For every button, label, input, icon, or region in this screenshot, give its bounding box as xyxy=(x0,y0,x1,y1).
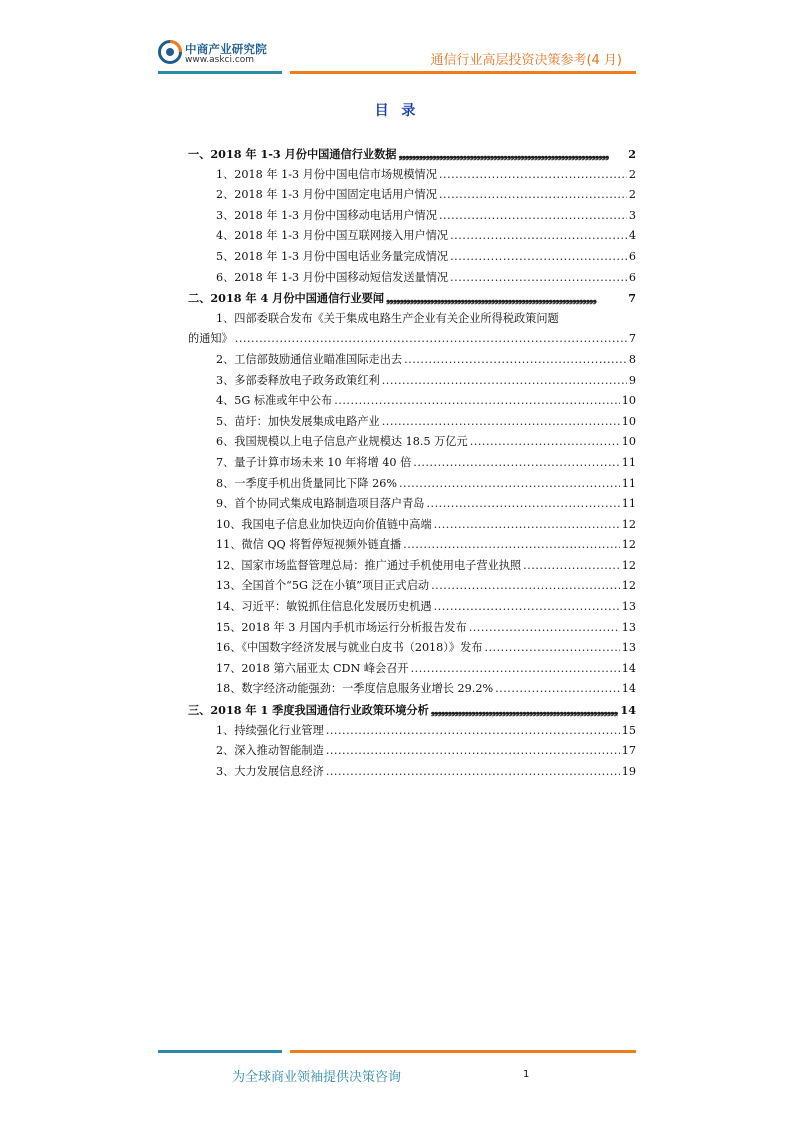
toc-leader-dots xyxy=(404,350,627,371)
toc-item-2-13[interactable] xyxy=(188,576,636,597)
toc-leader-dots xyxy=(403,535,620,556)
toc-leader-dots xyxy=(413,453,619,474)
toc-leader-dots xyxy=(399,474,620,495)
toc-entry-label: 17、2018 第六届亚太 CDN 峰会召开 xyxy=(216,661,409,675)
toc-item-1-4[interactable] xyxy=(188,226,636,247)
toc-entry-label: 1、2018 年 1-3 月份中国电信市场规模情况 xyxy=(216,167,437,181)
toc-entry-page: 14 xyxy=(621,661,636,675)
toc-item-1-2[interactable] xyxy=(188,185,636,206)
toc-entry-label: 12、国家市场监督管理总局：推广通过手机使用电子营业执照 xyxy=(216,558,522,572)
toc-entry-label: 11、微信 QQ 将暂停短视频外链直播 xyxy=(216,538,402,552)
toc-item-3-3[interactable] xyxy=(188,762,636,783)
toc-leader-dots xyxy=(434,597,620,618)
toc-leader-dots xyxy=(450,226,627,247)
toc-entry-page: 10 xyxy=(621,414,636,428)
toc-item-2-1[interactable] xyxy=(188,309,636,330)
toc-entry-page: 13 xyxy=(621,641,636,655)
toc-entry-label: 10、我国电子信息业加快迈向价值链中高端 xyxy=(216,517,432,531)
toc-entry-page: 6 xyxy=(628,249,636,263)
toc-entry-page: 11 xyxy=(621,497,636,511)
toc-item-2-11[interactable] xyxy=(188,535,636,556)
toc-leader-dots xyxy=(484,638,619,659)
toc-leader-dots xyxy=(450,268,627,289)
toc-leader-dots xyxy=(382,412,620,433)
toc-leader-dots xyxy=(427,494,620,515)
toc-leader-dots xyxy=(469,618,620,639)
toc-item-2-2[interactable] xyxy=(188,350,636,371)
toc-item-2-15[interactable] xyxy=(188,618,636,639)
toc-entry-label: 5、苗圩：加快发展集成电路产业 xyxy=(216,414,380,428)
toc-entry-label: 2、深入推动智能制造 xyxy=(216,744,324,758)
toc-item-2-3[interactable] xyxy=(188,371,636,392)
toc-item-2-14[interactable] xyxy=(188,597,636,618)
toc-entry-label: 2、2018 年 1-3 月份中国固定电话用户情况 xyxy=(216,188,437,202)
toc-entry-label: 3、2018 年 1-3 月份中国移动电话用户情况 xyxy=(216,208,437,222)
toc-entry-label: 6、我国规模以上电子信息产业规模达 18.5 万亿元 xyxy=(216,435,468,449)
toc-entry-label: 16、《中国数字经济发展与就业白皮书（2018）》发布 xyxy=(216,641,483,655)
toc-entry-page: 12 xyxy=(621,517,636,531)
toc-entry-page: 10 xyxy=(621,435,636,449)
toc-entry-label: 5、2018 年 1-3 月份中国电话业务量完成情况 xyxy=(216,249,449,263)
toc-leader-dots xyxy=(398,144,626,165)
toc-item-2-5[interactable] xyxy=(188,412,636,433)
toc-entry-page: 4 xyxy=(628,229,636,243)
toc-entry-page: 17 xyxy=(621,744,636,758)
toc-entry-page: 3 xyxy=(628,208,636,222)
toc-entry-page: 11 xyxy=(621,476,636,490)
logo-name: 中商产业研究院 xyxy=(185,42,267,56)
toc-entry-page: 2 xyxy=(628,147,636,161)
toc-leader-dots xyxy=(495,679,620,700)
toc-section-3[interactable] xyxy=(188,700,636,721)
toc-item-2-8[interactable] xyxy=(188,474,636,495)
toc-entry-label: 一、2018 年 1-3 月份中国通信行业数据 xyxy=(188,147,397,161)
toc-leader-dots xyxy=(382,371,627,392)
header-title: 通信行业高层投资决策参考(4 月) xyxy=(430,53,622,68)
toc-item-2-4[interactable] xyxy=(188,391,636,412)
toc-leader-dots xyxy=(326,741,620,762)
toc-entry-page: 13 xyxy=(621,600,636,614)
toc-leader-dots xyxy=(326,721,620,742)
toc-entry-label: 14、习近平：敏锐抓住信息化发展历史机遇 xyxy=(216,600,432,614)
toc-entry-page: 8 xyxy=(628,352,636,366)
toc-item-2-18[interactable] xyxy=(188,679,636,700)
toc-entry-label: 二、2018 年 4 月份中国通信行业要闻 xyxy=(188,291,385,306)
toc-entry-page: 7 xyxy=(628,332,636,346)
toc-title: 目 录 xyxy=(374,103,420,119)
toc-item-1-5[interactable] xyxy=(188,247,636,268)
toc-item-1-1[interactable] xyxy=(188,165,636,186)
toc-item-2-9[interactable] xyxy=(188,494,636,515)
toc-item-3-2[interactable] xyxy=(188,741,636,762)
footer-rule-orange xyxy=(290,1050,636,1053)
toc-entry-page: 9 xyxy=(628,373,636,387)
toc-entry-page: 19 xyxy=(621,764,636,778)
toc-entry-label: 15、2018 年 3 月国内手机市场运行分析报告发布 xyxy=(216,620,467,634)
toc-leader-dots xyxy=(431,576,620,597)
logo-mark-icon xyxy=(158,40,182,64)
toc-entry-page: 2 xyxy=(628,188,636,202)
toc-item-2-16[interactable] xyxy=(188,638,636,659)
toc-leader-dots xyxy=(334,391,620,412)
toc-entry-label: 7、量子计算市场未来 10 年将增 40 倍 xyxy=(216,455,412,469)
toc-entry-label: 1、持续强化行业管理 xyxy=(216,723,324,737)
toc-entry-page: 6 xyxy=(628,270,636,284)
toc-leader-dots xyxy=(439,165,627,186)
header-rule-blue xyxy=(158,71,282,74)
toc-leader-dots xyxy=(326,762,620,783)
toc-entry-label: 8、一季度手机出货量同比下降 26% xyxy=(216,476,397,490)
toc-entry-page: 12 xyxy=(621,538,636,552)
toc-entry-label: 4、2018 年 1-3 月份中国互联网接入用户情况 xyxy=(216,229,449,243)
footer-slogan: 为全球商业领袖提供决策咨询 xyxy=(232,1070,402,1085)
toc-entry-page: 14 xyxy=(621,682,636,696)
toc-entry-page: 15 xyxy=(621,723,636,737)
toc-item-2-10[interactable] xyxy=(188,515,636,536)
toc-entry-label: 4、5G 标准或年中公布 xyxy=(216,394,333,408)
toc-entry-page: 14 xyxy=(620,703,636,718)
toc-leader-dots xyxy=(411,659,620,680)
toc-entry-label: 3、多部委释放电子政务政策红利 xyxy=(216,373,380,387)
toc-entry-label: 6、2018 年 1-3 月份中国移动短信发送量情况 xyxy=(216,270,449,284)
toc-entry-page: 10 xyxy=(621,394,636,408)
toc-item-2-6[interactable] xyxy=(188,432,636,453)
toc-entry-label: 3、大力发展信息经济 xyxy=(216,764,324,778)
table-of-contents xyxy=(188,144,636,782)
toc-entry-label: 的通知》 xyxy=(188,332,233,346)
toc-entry-page: 11 xyxy=(621,455,636,469)
toc-leader-dots xyxy=(439,185,627,206)
toc-leader-dots xyxy=(439,206,627,227)
toc-item-2-1-cont[interactable] xyxy=(188,329,636,350)
toc-leader-dots xyxy=(470,432,620,453)
toc-item-1-6[interactable] xyxy=(188,268,636,289)
company-logo xyxy=(158,40,318,72)
toc-leader-dots xyxy=(450,247,627,268)
toc-section-1[interactable] xyxy=(188,144,636,165)
toc-entry-label: 1、四部委联合发布《关于集成电路生产企业有关企业所得税政策问题 xyxy=(216,311,559,325)
toc-item-2-17[interactable] xyxy=(188,659,636,680)
toc-entry-page: 12 xyxy=(621,579,636,593)
toc-entry-label: 2、工信部鼓励通信业瞄准国际走出去 xyxy=(216,352,403,366)
logo-url: www.askci.com xyxy=(185,55,255,65)
toc-leader-dots xyxy=(431,700,619,721)
footer-rule-blue xyxy=(158,1050,282,1053)
page-number: 1 xyxy=(523,1069,530,1080)
toc-entry-page: 7 xyxy=(628,291,636,306)
toc-leader-dots xyxy=(523,556,620,577)
toc-entry-label: 9、首个协同式集成电路制造项目落户青岛 xyxy=(216,497,425,511)
toc-entry-label: 三、2018 年 1 季度我国通信行业政策环境分析 xyxy=(188,703,429,718)
toc-item-2-12[interactable] xyxy=(188,556,636,577)
toc-item-2-7[interactable] xyxy=(188,453,636,474)
header-rule-orange xyxy=(290,71,636,74)
toc-item-1-3[interactable] xyxy=(188,206,636,227)
toc-entry-label: 13、全国首个“5G 泛在小镇”项目正式启动 xyxy=(216,579,430,593)
toc-entry-page: 12 xyxy=(621,558,636,572)
toc-entry-label: 18、数字经济动能强劲：一季度信息服务业增长 29.2% xyxy=(216,682,494,696)
toc-leader-dots xyxy=(386,288,626,309)
toc-entry-page: 13 xyxy=(621,620,636,634)
toc-item-3-1[interactable] xyxy=(188,721,636,742)
toc-entry-page: 2 xyxy=(628,167,636,181)
toc-leader-dots xyxy=(434,515,620,536)
toc-leader-dots xyxy=(235,329,627,350)
toc-section-2[interactable] xyxy=(188,288,636,309)
